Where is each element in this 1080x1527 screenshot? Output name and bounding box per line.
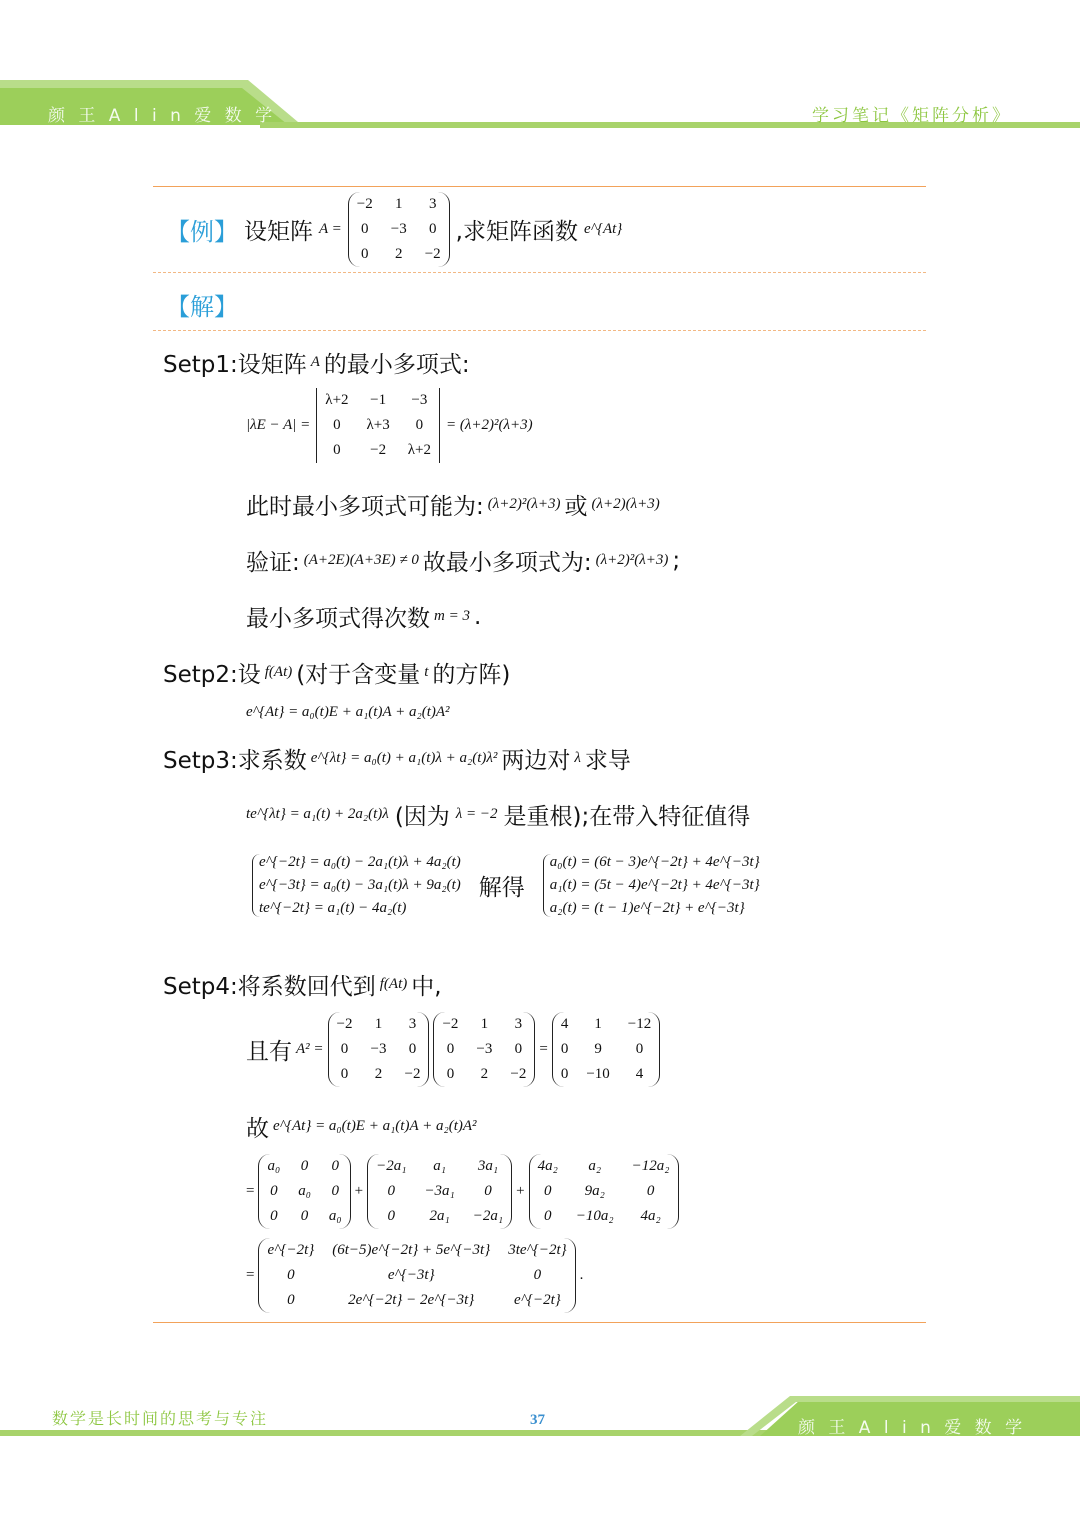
solve-text: 解得 (478, 875, 525, 901)
dash-rule-2 (153, 330, 926, 331)
step3-system (252, 854, 760, 917)
step3-title: Setp3:求系数 e^{λt} = a₀(t) + a₁(t)λ + a₂(t)λ² 两边对 λ 求导 (163, 748, 631, 774)
top-rule (153, 186, 926, 187)
matrix-final: e^{−2t} (6t−5)e^{−2t} + 5e^{−3t} 3te^{−2t} 0 e^{−3t} 0 0 2e^{−2t} − 2e^{−3t} e^{−2t} (258, 1238, 575, 1313)
char-determinant: λ+2 −1 −3 0 λ+3 0 0 −2 λ+2 (316, 388, 440, 463)
example-tag: 【例】 (166, 218, 238, 246)
step1-title: Setp1:设矩阵 A 的最小多项式: (163, 352, 470, 378)
step1-line2: 验证: (A+2E)(A+3E) ≠ 0 故最小多项式为: (λ+2)²(λ+3) ; (246, 547, 681, 576)
page-number: 37 (530, 1412, 545, 1428)
footer-left-slogan: 数学是长时间的思考与专注 (52, 1409, 269, 1428)
matrix-a: −2 1 3 0 −3 0 0 2 −2 (348, 192, 450, 267)
matrix-m3: 4 1 −12 0 9 0 0 −10 4 (552, 1012, 660, 1087)
gu-line: 故 e^{At} = a₀(t)E + a₁(t)A + a₂(t)A² (246, 1116, 477, 1142)
char-polynomial: |λE − A| = λ+2 −1 −3 0 λ+3 0 0 −2 λ+2 = (λ+2)²(λ+3) (246, 388, 533, 463)
example-func: e^{At} (583, 221, 623, 237)
header-right-title: 学习笔记《矩阵分析》 (812, 106, 1012, 126)
solution-tag: 【解】 (166, 293, 238, 321)
example-a-eq: A = (319, 221, 342, 237)
example-text2: ,求矩阵函数 (455, 219, 578, 245)
header-left-title: 颜 王 A l i n 爱 数 学 (48, 106, 277, 126)
sum-matrices: = a₀ 0 0 0 a₀ 0 0 0 a₀ + −2a₁ a₁ 3a₁ 0 −3a₁ 0 0 2a₁ −2a₁ + 4a₂ a₂ −12a₂ 0 9a₂ 0 0 −10a₂ 4a₂ (246, 1154, 679, 1229)
bottom-rule (153, 1322, 926, 1323)
step2-equation: e^{At} = a₀(t)E + a₁(t)A + a₂(t)A² (246, 704, 450, 720)
dash-rule-1 (153, 272, 926, 273)
solution-system: a₀(t) = (6t − 3)e^{−2t} + 4e^{−3t} a₁(t) = (5t − 4)e^{−2t} + 4e^{−3t} a₂(t) = (t − 1)e^{−2t} + e^{−3t} (543, 854, 760, 917)
matrix-m1: −2 1 3 0 −3 0 0 2 −2 (328, 1012, 430, 1087)
final-matrix-line: = e^{−2t} (6t−5)e^{−2t} + 5e^{−3t} 3te^{−2t} 0 e^{−3t} 0 0 2e^{−2t} − 2e^{−3t} e^{−2t} . (246, 1238, 583, 1313)
example-text: 设矩阵 (244, 219, 313, 245)
matrix-s3: 4a₂ a₂ −12a₂ 0 9a₂ 0 0 −10a₂ 4a₂ (529, 1154, 679, 1229)
example-line (166, 192, 622, 267)
a-squared: 且有 A² = −2 1 3 0 −3 0 0 2 −2 −2 1 3 0 −3 0 0 2 −2 = 4 1 −12 0 9 0 0 −10 4 (246, 1012, 660, 1087)
step3-derivative: te^{λt} = a₁(t) + 2a₂(t)λ (因为 λ = −2 是重根);在带入特征值得 (246, 804, 751, 830)
matrix-s2: −2a₁ a₁ 3a₁ 0 −3a₁ 0 0 2a₁ −2a₁ (367, 1154, 512, 1229)
step1-line1: 此时最小多项式可能为: (λ+2)²(λ+3) 或 (λ+2)(λ+3) (246, 494, 660, 520)
matrix-m2: −2 1 3 0 −3 0 0 2 −2 (433, 1012, 535, 1087)
equation-system: e^{−2t} = a₀(t) − 2a₁(t)λ + 4a₂(t) e^{−3t} = a₀(t) − 3a₁(t)λ + 9a₂(t) te^{−2t} = a₁(t) − 4a₂(t) (252, 854, 461, 917)
step1-line3: 最小多项式得次数 m = 3 . (246, 603, 482, 632)
step4-title: Setp4:将系数回代到 f(At) 中, (163, 974, 442, 1000)
footer-right-title: 颜 王 A l i n 爱 数 学 (798, 1418, 1027, 1438)
step2-title: Setp2:设 f(At) (对于含变量 t 的方阵) (163, 662, 511, 688)
matrix-s1: a₀ 0 0 0 a₀ 0 0 0 a₀ (258, 1154, 350, 1229)
